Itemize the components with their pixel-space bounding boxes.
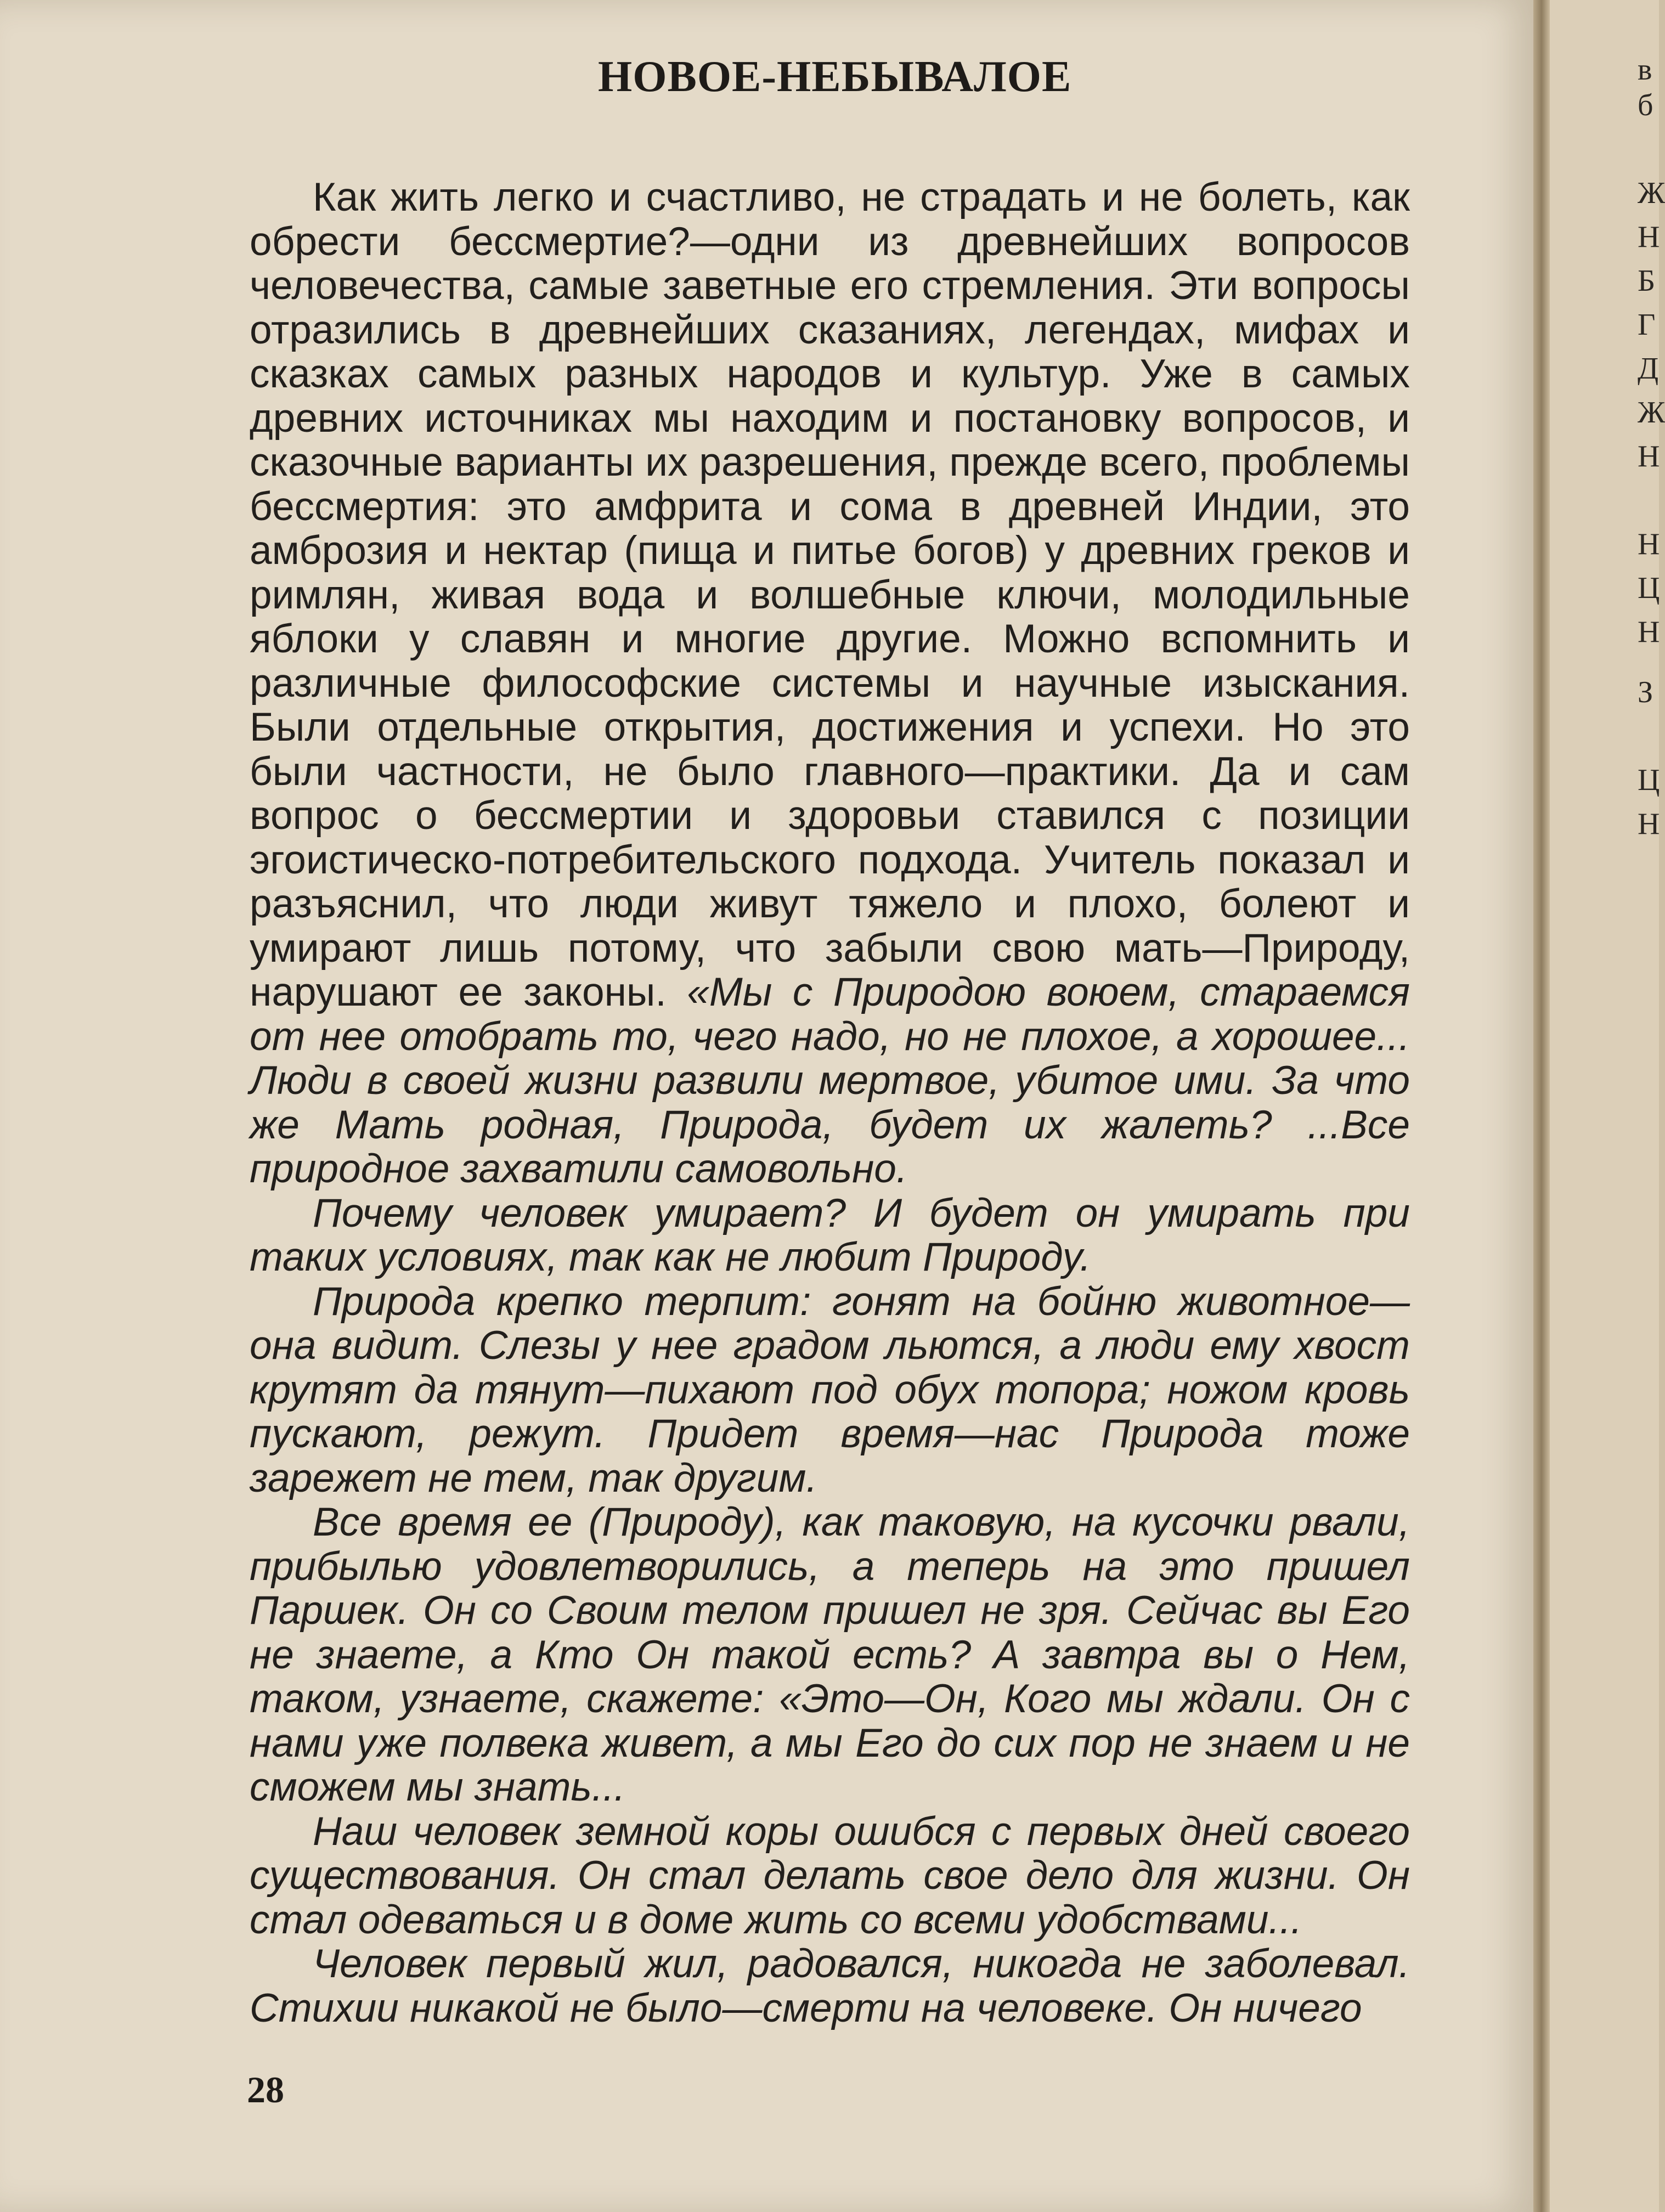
paragraph-1-quote: «Мы с Природою воюем, стараемся от нее отобрать то, чего надо, но не плохое, а хорошее... Люди в своей жизни развили мертвое, убитое ими. За что же Мать родная, Природа, будет их жалеть? ...Все природное захватили самовольно. bbox=[250, 970, 1410, 1191]
paragraph-3-quote: Природа крепко терпит: гонят на бойню животное—она видит. Слезы у нее градом льются, а люди ему хвост крутят да тянут—пихают под обух топора; ножом кровь пускают, режут. Придет время—нас Природа тоже зарежет не тем, так другим. bbox=[250, 1279, 1410, 1500]
paragraph-4 bbox=[250, 1500, 1410, 1810]
next-page-letter: Д bbox=[1638, 352, 1659, 386]
next-page-letter: Ц bbox=[1638, 763, 1660, 797]
next-page-letter: Н bbox=[1638, 615, 1660, 649]
next-page-letter: Б bbox=[1638, 264, 1656, 298]
paragraph-6-quote: Человек первый жил, радовался, никогда не заболевал. Стихии никакой не было—смерти на человеке. Он ничего bbox=[250, 1942, 1410, 2030]
paragraph-1-lead: Как жить легко и счастливо, не страдать и не болеть, как обрести бессмертие?—одни из древнейших вопросов человечества, самые заветные его стремления. Эти вопросы отразились в древнейших сказаниях, легендах, мифах и сказках самых разных народов и культур. Уже в самых древних источниках мы находим и постановку вопросов, и сказочные варианты их разрешения, прежде всего, проблемы бессмертия: это амфрита и сома в древней Индии, это амброзия и нектар (пища и питье богов) у древних греков и римлян, живая вода и волшебные ключи, молодильные яблоки у славян и многие другие. Можно вспомнить и различные философские системы и научные изыскания. Были отдельные открытия, достижения и успехи. Но это были частности, не было главного—практики. Да и сам вопрос о бессмертии и здоровьи ставился с позиции эгоистическо-потребительского подхода. Учитель показал и разъяснил, что люди живут тяжело и плохо, болеют и умирают лишь потому, что забыли свою мать—Природу, нарушают ее законы. bbox=[250, 175, 1410, 1014]
paragraph-1 bbox=[250, 176, 1410, 1192]
next-page-edge bbox=[1550, 0, 1665, 2212]
next-page-letter: Н bbox=[1638, 527, 1660, 561]
body-text bbox=[250, 176, 1410, 2030]
paragraph-3 bbox=[250, 1280, 1410, 1501]
next-page-letter: Н bbox=[1638, 220, 1660, 254]
next-page-letter: Н bbox=[1638, 807, 1660, 841]
next-page-letter: Г bbox=[1638, 308, 1656, 342]
paragraph-5-quote: Наш человек земной коры ошибся с первых дней своего существования. Он стал делать свое дело для жизни. Он стал одеваться и в доме жить со всеми удобствами... bbox=[250, 1809, 1410, 1942]
next-page-letter: в bbox=[1638, 53, 1652, 87]
paragraph-2-quote: Почему человек умирает? И будет он умирать при таких условиях, так как не любит Природу. bbox=[250, 1190, 1410, 1279]
page-title: НОВОЕ-НЕБЫВАЛОЕ bbox=[598, 53, 1072, 101]
next-page-letter: Ж bbox=[1638, 396, 1665, 430]
page-number: 28 bbox=[247, 2069, 284, 2111]
next-page-letter: Ж bbox=[1638, 176, 1665, 210]
paragraph-5 bbox=[250, 1810, 1410, 1943]
next-page-letter: Н bbox=[1638, 439, 1660, 473]
book-gutter bbox=[1533, 0, 1550, 2212]
paragraph-4-quote: Все время ее (Природу), как таковую, на кусочки рвали, прибылью удовлетворились, а теперь на это пришел Паршек. Он со Своим телом пришел не зря. Сейчас вы Его не знаете, а Кто Он такой есть? А завтра вы о Нем, таком, узнаете, скажете: «Это—Он, Кого мы ждали. Он с нами уже полвека живет, а мы Его до сих пор не знаем и не сможем мы знать... bbox=[250, 1500, 1410, 1809]
next-page-letter: Ц bbox=[1638, 571, 1660, 605]
paragraph-2 bbox=[250, 1192, 1410, 1280]
next-page-letter: З bbox=[1638, 675, 1653, 709]
paragraph-6 bbox=[250, 1942, 1410, 2030]
next-page-letter: б bbox=[1638, 88, 1653, 122]
